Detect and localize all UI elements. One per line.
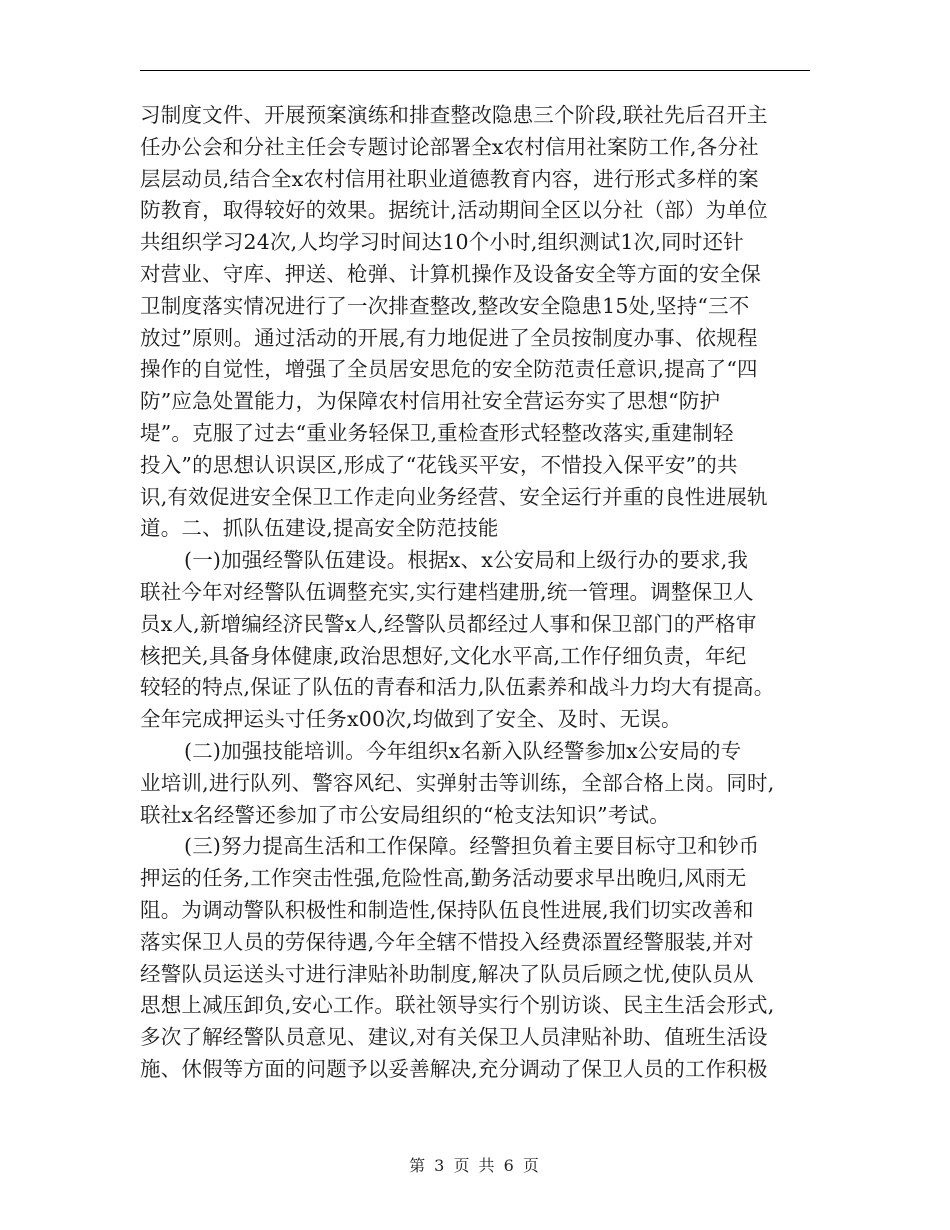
text-line: 核把关,具备身体健康,政治思想好,文化水平高,工作仔细负责，年纪 xyxy=(140,643,747,668)
text-line: 押运的任务,工作突击性强,危险性高,勤务活动要求早出晚归,风雨无 xyxy=(140,866,747,891)
document-body xyxy=(140,100,805,1086)
paragraph-first-line: (二)加强技能培训。今年组织x名新入队经警参加x公安局的专 xyxy=(184,738,742,763)
text-line: 全年完成押运头寸任务x00次,均做到了安全、及时、无误。 xyxy=(140,707,682,732)
text-line: 阻。为调动警队积极性和制造性,保持队伍良性进展,我们切实改善和 xyxy=(140,897,754,922)
header-rule xyxy=(140,70,810,71)
text-line: 操作的自觉性，增强了全员居安思危的安全防范责任意识,提高了“四 xyxy=(140,357,758,382)
text-line: 道。二、抓队伍建设,提高安全防范技能 xyxy=(140,516,499,541)
text-line: 业培训,进行队列、警容风纪、实弹射击等训练，全部合格上岗。同时, xyxy=(140,770,775,795)
text-line: 思想上减压卸负,安心工作。联社领导实行个别访谈、民主生活会形式, xyxy=(140,993,775,1018)
paragraph-first-line: (三)努力提高生活和工作保障。经警担负着主要目标守卫和钞币 xyxy=(184,834,760,859)
text-line: 防”应急处置能力，为保障农村信用社安全营运夯实了思想“防护 xyxy=(140,389,721,414)
text-line: 较轻的特点,保证了队伍的青春和活力,队伍素养和战斗力均大有提高。 xyxy=(140,675,775,700)
paragraph-first-line: (一)加强经警队伍建设。根据x、x公安局和上级行办的要求,我 xyxy=(184,548,749,573)
text-line: 落实保卫人员的劳保待遇,今年全辖不惜投入经费添置经警服装,并对 xyxy=(140,929,754,954)
text-line: 联社x名经警还参加了市公安局组织的“枪支法知识”考试。 xyxy=(140,802,670,827)
text-line: 员x人,新增编经济民警x人,经警队员都经过人事和保卫部门的严格审 xyxy=(140,611,757,636)
text-line: 放过”原则。通过活动的开展,有力地促进了全员按制度办事、依规程 xyxy=(140,325,758,350)
text-line: 对营业、守库、押送、枪弹、计算机操作及设备安全等方面的安全保 xyxy=(140,261,761,286)
text-line: 识,有效促进安全保卫工作走向业务经营、安全运行并重的良性进展轨 xyxy=(140,484,768,509)
page-number-footer: 第 3 页 共 6 页 xyxy=(409,1156,541,1175)
text-line: 投入”的思想认识误区,形成了“花钱买平安，不惜投入保平安”的共 xyxy=(140,452,738,477)
text-line: 联社今年对经警队伍调整充实,实行建档建册,统一管理。调整保卫人 xyxy=(140,579,754,604)
text-line: 任办公会和分社主任会专题讨论部署全x农村信用社案防工作,各分社 xyxy=(140,134,759,159)
text-line: 卫制度落实情况进行了一次排查整改,整改安全隐患15处,坚持“三不 xyxy=(140,293,750,318)
text-line: 多次了解经警队员意见、建议,对有关保卫人员津贴补助、值班生活设 xyxy=(140,1025,768,1050)
text-line: 习制度文件、开展预案演练和排查整改隐患三个阶段,联社先后召开主 xyxy=(140,103,768,127)
text-line: 经警队员运送头寸进行津贴补助制度,解决了队员后顾之忧,使队员从 xyxy=(140,961,754,986)
text-line: 堤”。克服了过去“重业务轻保卫,重检查形式轻整改落实,重建制轻 xyxy=(140,420,734,445)
text-line: 防教育，取得较好的效果。据统计,活动期间全区以分社（部）为单位 xyxy=(140,198,768,223)
text-line: 共组织学习24次,人均学习时间达10个小时,组织测试1次,同时还针 xyxy=(140,230,744,255)
text-line: 层层动员,结合全x农村信用社职业道德教育内容，进行形式多样的案 xyxy=(140,166,759,191)
text-line: 施、休假等方面的问题予以妥善解决,充分调动了保卫人员的工作积极 xyxy=(140,1056,768,1081)
